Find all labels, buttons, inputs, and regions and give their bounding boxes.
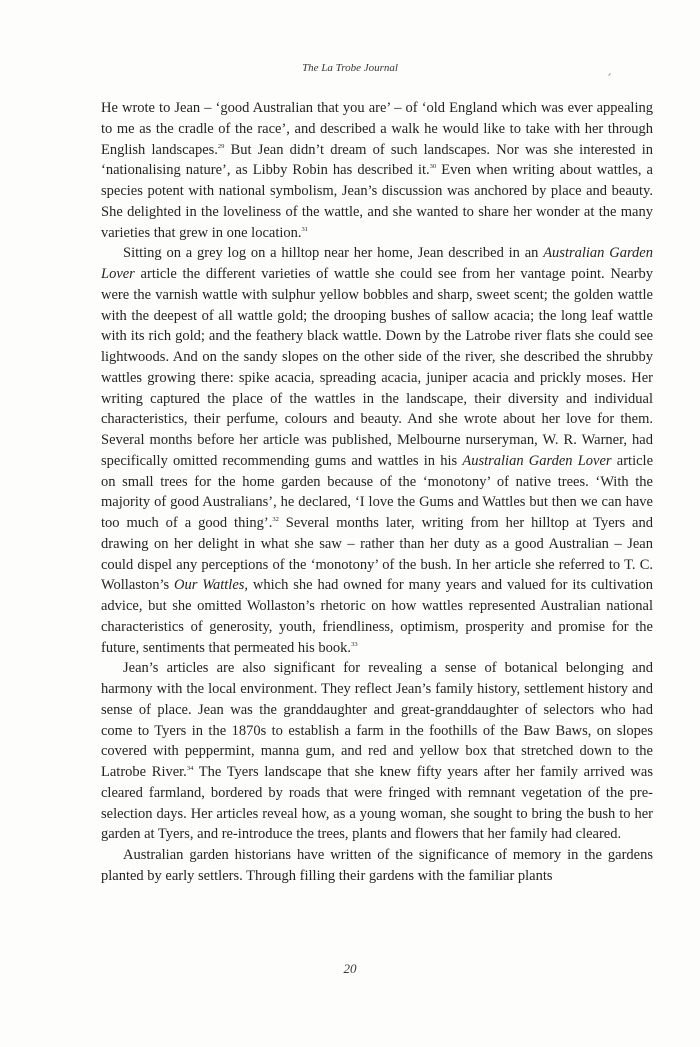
text-run: Australian garden historians have written of the significance of memory in the gardens planted by early settlers. Through filling their gardens with the familiar plants (101, 847, 653, 884)
text-run: But Jean didn’t dream of such landscapes. Nor was she interested in ‘nationalising nature’, as Libby Robin has described it. (101, 141, 653, 179)
body-paragraph (101, 243, 653, 658)
italic-title: Australian Garden Lover (462, 452, 612, 469)
text-run: Jean’s articles are also significant for revealing a sense of botanical belonging and harmony with the local environment. They reflect Jean’s family history, settlement history and sense of place. Jean was the granddaughter and great-granddaughter of selectors who had come to Tyers in the 1870s to establish a farm in the foothills of the Baw Baws, on slopes covered with peppermint, manna gum, and red and yellow box that stretched down to the Latrobe River. (101, 660, 653, 780)
text-run: He wrote to Jean – ‘good Australian that you are’ – of ‘old England which was ever appealing to me as the cradle of the race’, and described a walk he would like to take with her through English landscapes. (101, 100, 653, 158)
text-run: The Tyers landscape that she knew fifty years after her family arrived was cleared farmland, bordered by roads that were fringed with remnant vegetation of the pre-selection days. Her articles reveal how, as a young woman, she sought to bring the bush to her garden at Tyers, and re-introduce the trees, plants and flowers that her family had cleared. (101, 764, 653, 843)
footnote-ref: 29 (217, 142, 225, 150)
footnote-ref: 33 (351, 640, 358, 648)
text-run: Sitting on a grey log on a hilltop near her home, Jean described in an (123, 245, 544, 262)
italic-title: Australian Garden Lover (101, 245, 653, 282)
footnote-ref: 31 (301, 225, 309, 233)
article-body (101, 98, 653, 887)
page-number: 20 (343, 961, 357, 976)
text-run: Several months later, writing from her hilltop at Tyers and drawing on her delight in what she saw – rather than her duty as a good Australian – Jean could dispel any perceptions of the ‘monotony’ of the bush. In her article she referred to T. C. Wollaston’s (101, 515, 653, 594)
text-run: article the different varieties of wattle she could see from her vantage point. Nearby were the varnish wattle with sulphur yellow bobbles and sharp, sweet scent; the golden wattle with the deepest of all wattle gold; the drooping bushes of sallow acacia; the long leaf wattle with its rich gold; and the feathery black wattle. Down by the Latrobe river flats she could see lightwoods. And on the sandy slopes on the other side of the river, she described the shrubby wattles growing there: spike acacia, spreading acacia, juniper acacia and prickly moses. Her writing captured the place of the wattles in the landscape, their diversity and individual characteristics, their perfume, colours and beauty. And she wrote about her love for them. Several months before her article was published, Melbourne nurseryman, W. R. Warner, had specifically omitted recommending gums and wattles in his (101, 266, 653, 469)
footnote-ref: 34 (186, 765, 194, 772)
text-run: Even when writing about wattles, a species potent with national symbolism, Jean’s discussion was anchored by place and beauty. She delighted in the loveliness of the wattle, and she wanted to share her wonder at the many varieties that grew in one location. (101, 162, 653, 241)
text-run: which she had owned for many years and valued for its cultivation advice, but she omitted Wollaston’s rhetoric on how wattles represented Australian national characteristics of generosity, youth, friendliness, optimism, prosperity and promise for the future, sentiments that permeated his book. (101, 577, 653, 656)
body-paragraph (101, 98, 653, 243)
footnote-ref: 32 (272, 516, 279, 523)
running-header: The La Trobe Journal (302, 62, 398, 74)
footnote-ref: 30 (429, 163, 437, 171)
body-paragraph (101, 845, 653, 887)
text-run: article on small trees for the home garden because of the ‘monotony’ of native trees. ‘With the majority of good Australians’, he declared, ‘I love the Gums and Wattles but then we can have too much of a good thing’. (101, 452, 654, 531)
scan-speck (608, 73, 611, 76)
italic-title: Our Wattles, (174, 577, 249, 594)
body-paragraph (101, 658, 653, 845)
